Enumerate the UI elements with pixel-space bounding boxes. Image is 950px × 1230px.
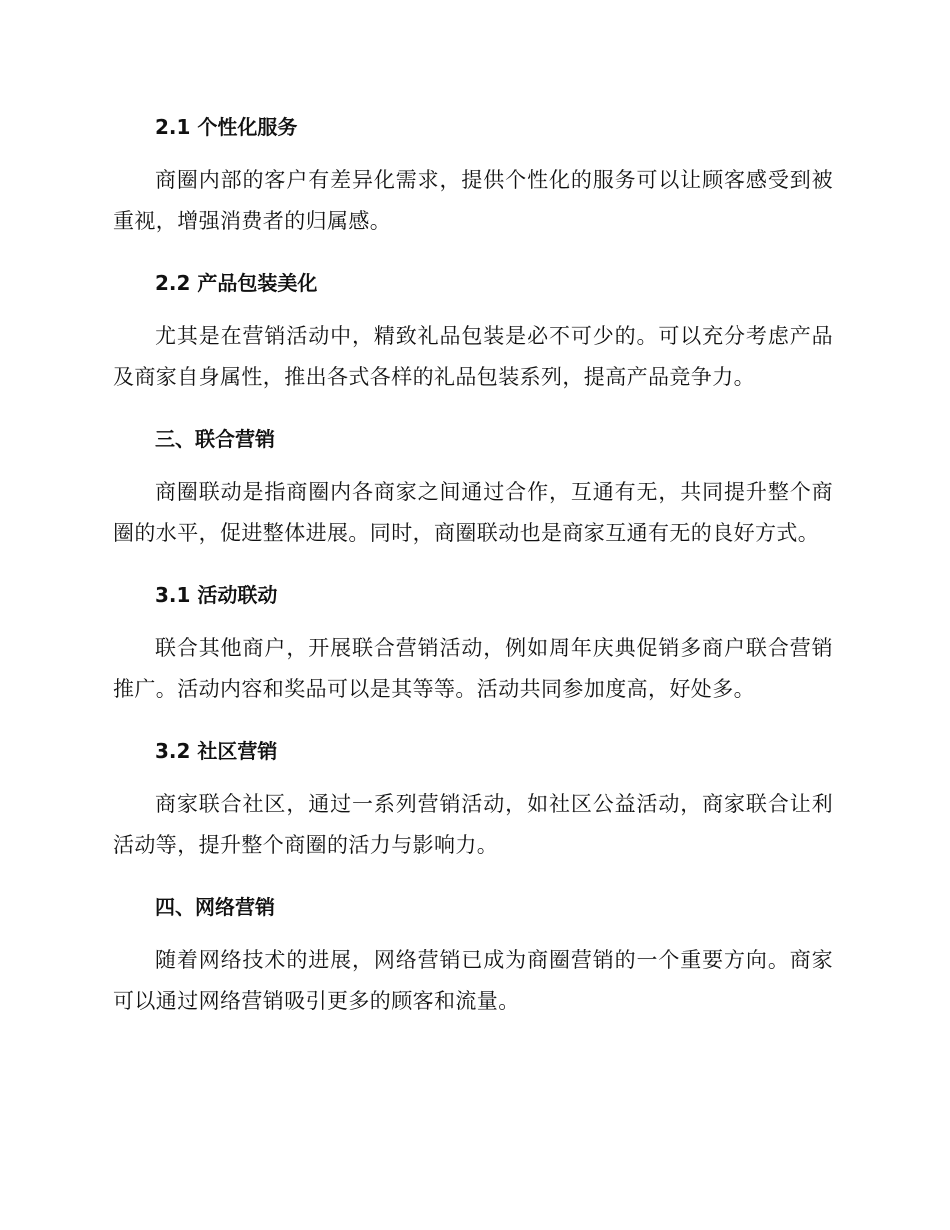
section-paragraph-3-2: 商家联合社区，通过一系列营销活动，如社区公益活动，商家联合让利活动等，提升整个商圈的活力与影响力。 <box>113 792 833 857</box>
section-heading-2-2: 2.2 产品包装美化 <box>155 271 318 295</box>
section-heading-3-1: 3.1 活动联动 <box>155 583 278 607</box>
section-paragraph-2-1: 商圈内部的客户有差异化需求，提供个性化的服务可以让顾客感受到被重视，增强消费者的归属感。 <box>113 168 833 233</box>
section-heading-2-1: 2.1 个性化服务 <box>155 115 298 139</box>
section-paragraph-3: 商圈联动是指商圈内各商家之间通过合作，互通有无，共同提升整个商圈的水平，促进整体进展。同时，商圈联动也是商家互通有无的良好方式。 <box>113 480 833 545</box>
section-heading-3-2: 3.2 社区营销 <box>155 739 278 763</box>
section-heading-3: 三、联合营销 <box>155 427 275 451</box>
section-paragraph-3-1: 联合其他商户，开展联合营销活动，例如周年庆典促销多商户联合营销推广。活动内容和奖品可以是其等等。活动共同参加度高，好处多。 <box>113 636 833 701</box>
document-body <box>113 108 833 1044</box>
section-paragraph-4: 随着网络技术的进展，网络营销已成为商圈营销的一个重要方向。商家可以通过网络营销吸引更多的顾客和流量。 <box>113 948 833 1013</box>
section-heading-4: 四、网络营销 <box>155 895 275 919</box>
section-paragraph-2-2: 尤其是在营销活动中，精致礼品包装是必不可少的。可以充分考虑产品及商家自身属性，推出各式各样的礼品包装系列，提高产品竞争力。 <box>113 324 833 389</box>
